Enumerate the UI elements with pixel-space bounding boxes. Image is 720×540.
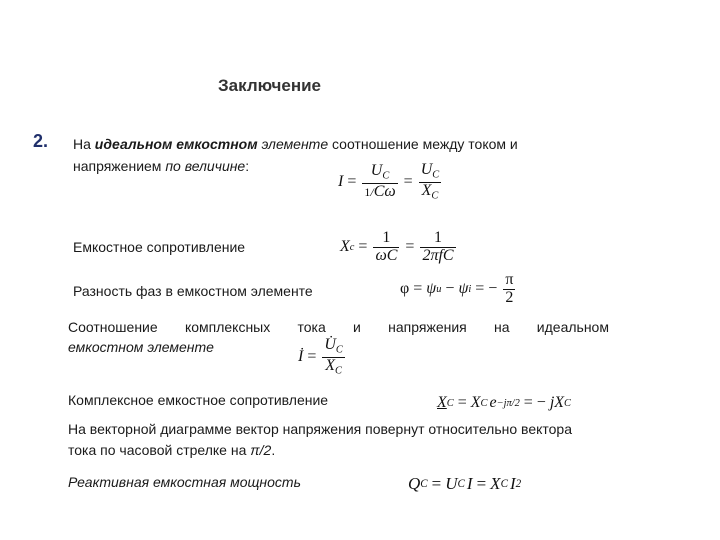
complex-word-7: идеальном — [536, 319, 609, 335]
complex-word-5: напряжения — [388, 319, 467, 335]
phase-phi: φ — [400, 280, 410, 298]
intro-text-1: На — [73, 136, 95, 152]
eq1-f2-num-sub: C — [432, 169, 440, 181]
complex-reactance-label: Комплексное емкостное сопротивление — [68, 392, 329, 408]
phase-psi-u: ψ — [426, 280, 437, 298]
cr-jx: jX — [549, 394, 565, 411]
rp-equals: = — [431, 474, 442, 493]
cr-x-sub: C — [480, 397, 488, 409]
complex-word-3: тока — [297, 319, 326, 335]
complex-equals: = — [307, 348, 317, 366]
capacitive-reactance-formula — [340, 230, 458, 265]
cr-jx-sub: C — [564, 397, 571, 409]
reactance-equals-2: = — [405, 238, 415, 256]
eq1-fraction-2 — [419, 162, 442, 202]
phase-equals-minus: = − — [475, 280, 498, 298]
rp-i2: I — [509, 474, 516, 493]
complex-lhs: İ — [298, 348, 304, 366]
cr-exp: −jπ/2 — [496, 397, 520, 409]
phase-frac-den: 2 — [503, 289, 515, 307]
complex-den: X — [325, 356, 336, 374]
cr-equals-minus: = − — [523, 394, 546, 411]
intro-text-3: напряжением — [73, 158, 166, 174]
rp-equals-2: = — [476, 474, 487, 493]
reactance-f1-num: 1 — [382, 229, 391, 246]
complex-reactance-formula — [437, 394, 571, 412]
reactance-fraction-2 — [420, 230, 455, 265]
eq1-equals-2: = — [403, 173, 413, 191]
intro-line-2 — [73, 158, 249, 174]
eq1-f1-den-top: 1 — [364, 184, 371, 199]
vector-note-period: . — [271, 442, 276, 458]
intro-emph-ideal-capacitive: идеальном емкостном — [94, 136, 258, 152]
ohms-law-capacitive-formula — [338, 162, 443, 202]
vector-note-angle: π/2 — [250, 442, 272, 458]
phase-psi-i-sub: i — [468, 283, 472, 295]
intro-text-4: : — [245, 158, 250, 174]
complex-num: U̇ — [324, 336, 336, 353]
complex-label-line-2: емкостном элементе — [68, 339, 214, 355]
reactance-equals: = — [358, 238, 368, 256]
cr-e: e — [489, 394, 497, 411]
complex-fraction — [322, 337, 345, 377]
cr-lhs-sub: C — [446, 397, 454, 409]
intro-line-1 — [73, 136, 518, 152]
rp-q: Q — [408, 474, 421, 493]
eq1-equals: = — [347, 173, 357, 191]
reactive-power-label: Реактивная емкостная мощность — [68, 474, 301, 490]
phase-fraction — [503, 272, 515, 307]
vector-note-text: тока по часовой стрелке на — [68, 442, 251, 458]
phase-minus: − — [445, 280, 455, 298]
complex-den-sub: C — [335, 365, 342, 377]
phase-difference-formula — [400, 272, 517, 307]
eq1-f1-num-sub: C — [382, 171, 390, 182]
eq1-f2-den: X — [421, 181, 432, 199]
phase-equals: = — [413, 280, 423, 298]
reactance-lhs-sub: c — [349, 241, 355, 253]
eq1-fraction-1: $\frac{U_C}{1/C\omega}$ — [364, 162, 396, 200]
complex-word-6: на — [494, 319, 510, 335]
eq1-f1-den-bot: Cω — [373, 182, 396, 200]
eq1-f1-num: U — [370, 162, 383, 180]
reactance-f2-den: 2πfC — [422, 246, 454, 264]
phase-label: Разность фаз в емкостном элементе — [73, 283, 313, 299]
rp-x: X — [490, 474, 501, 493]
complex-word-4: и — [353, 319, 361, 335]
eq1-f2-den-sub: C — [431, 190, 439, 202]
cr-lhs: X — [437, 394, 447, 411]
phase-frac-num: π — [505, 271, 514, 288]
item-number: 2. — [33, 131, 49, 151]
reactive-power-formula — [408, 474, 521, 494]
complex-word-2: комплексных — [184, 319, 271, 335]
phase-psi-i: ψ — [458, 280, 469, 298]
rp-x-sub: C — [500, 478, 508, 490]
reactance-label: Емкостное сопротивление — [73, 239, 246, 255]
vector-note-line-1: На векторной диаграмме вектор напряжения повернут относительно вектора — [68, 421, 573, 437]
vector-note-line-2 — [68, 442, 275, 458]
rp-i2-sup: 2 — [515, 478, 522, 490]
rp-u: U — [445, 474, 458, 493]
eq1-lhs: I — [338, 173, 344, 191]
reactance-f1-den: ωC — [375, 246, 398, 264]
eq1-f2-num: U — [420, 161, 433, 178]
complex-num-sub: C — [335, 344, 343, 356]
complex-relation-formula — [298, 337, 347, 377]
intro-text-2: соотношение между током и — [328, 136, 518, 152]
phase-psi-u-sub: u — [436, 283, 442, 295]
intro-emph-magnitude: по величине — [165, 158, 246, 174]
reactance-f2-num: 1 — [434, 229, 442, 246]
cr-equals: = — [457, 394, 467, 411]
complex-label-line-1 — [68, 319, 609, 335]
rp-u-sub: C — [457, 478, 465, 490]
rp-q-sub: C — [420, 478, 428, 490]
rp-i: I — [466, 474, 473, 493]
complex-word-1: Соотношение — [68, 319, 158, 335]
page-title: Заключение — [218, 76, 321, 95]
reactance-lhs: X — [340, 238, 350, 256]
cr-x: X — [470, 394, 481, 411]
reactance-fraction-1 — [373, 230, 399, 265]
intro-emph-element: элементе — [257, 136, 329, 152]
